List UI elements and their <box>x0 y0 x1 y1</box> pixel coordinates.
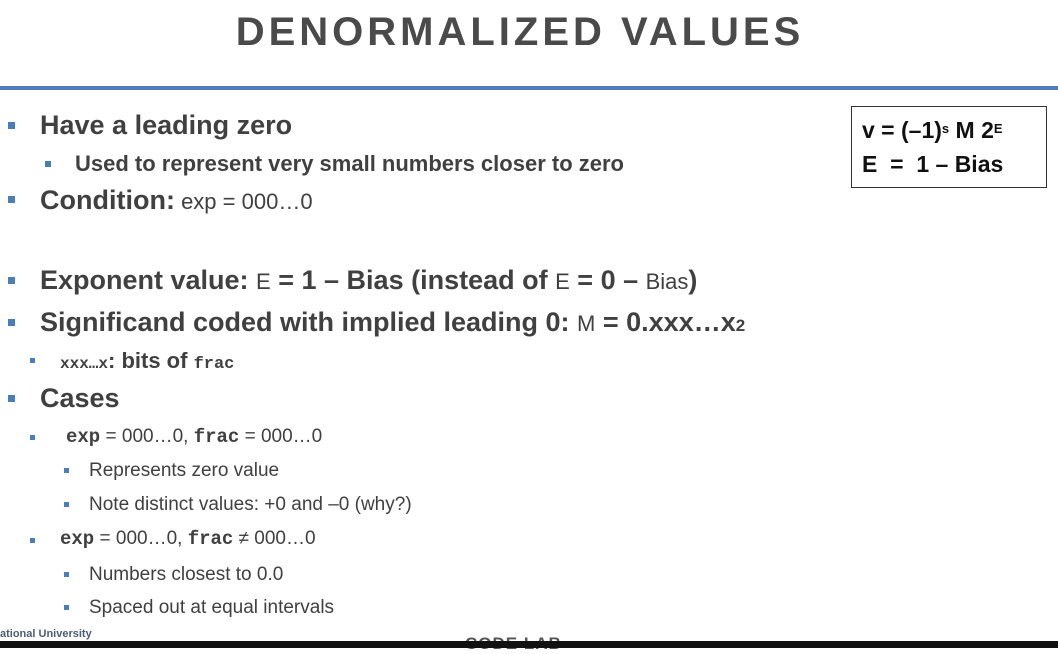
case-exp: exp <box>66 426 101 448</box>
bullet-marker <box>30 435 35 440</box>
title-divider <box>0 86 1058 90</box>
bullet-marker <box>64 468 69 473</box>
exponent-e: E <box>256 269 271 294</box>
bottom-bar <box>0 641 1058 648</box>
case-text: = 000…0 <box>239 426 323 447</box>
exponent-text: ) <box>688 265 698 295</box>
exponent-text: = 1 – <box>270 265 347 295</box>
case-text: = 000…0, <box>100 426 194 447</box>
significand-value: = 0.xxx…x <box>595 307 736 337</box>
bullet-bits-of-frac <box>60 348 234 374</box>
formula-line-exponent: E = 1 – Bias <box>862 151 1004 177</box>
bullet-marker <box>64 502 69 507</box>
case-zero-condition <box>66 426 322 448</box>
bullet-marker <box>64 605 69 610</box>
bullet-marker <box>8 122 15 129</box>
bullet-marker <box>45 161 51 167</box>
bullet-marker <box>8 277 15 284</box>
exponent-text: (instead of <box>403 265 556 295</box>
formula-box <box>851 106 1047 188</box>
case-zero-value: Represents zero value <box>89 460 280 481</box>
significand-label: Significand coded with implied leading 0: <box>40 307 578 337</box>
bits-code: xxx…x <box>60 355 109 373</box>
bits-text: : bits of <box>108 348 194 373</box>
footer-university: ational University <box>0 628 92 640</box>
significand-subscript: 2 <box>735 316 746 335</box>
formula-sup-s: s <box>941 121 950 136</box>
slide-title: DENORMALIZED VALUES <box>235 10 805 54</box>
exponent-bias: Bias <box>346 265 404 295</box>
bullet-significand <box>40 307 745 338</box>
bullet-marker <box>30 538 35 543</box>
exponent-text: = 0 – <box>569 265 646 295</box>
bits-frac: frac <box>193 355 235 374</box>
case-text: ≠ 000…0 <box>233 528 316 549</box>
case-frac: frac <box>193 426 240 448</box>
bullet-marker <box>8 395 15 402</box>
case-frac: frac <box>187 528 234 550</box>
bullet-marker <box>8 196 15 203</box>
case-distinct-values: Note distinct values: +0 and –0 (why?) <box>89 494 412 515</box>
exponent-label: Exponent value: <box>40 265 257 295</box>
bullet-marker <box>8 319 15 326</box>
bullet-marker <box>64 572 69 577</box>
formula-line-value <box>862 113 1046 147</box>
significand-m: M <box>577 311 596 336</box>
bullet-small-numbers: Used to represent very small numbers closer to zero <box>75 151 624 176</box>
case-nonzero-condition <box>60 528 316 550</box>
bullet-exponent-value <box>40 265 697 296</box>
bullet-condition <box>40 185 313 216</box>
formula-sup-e: E <box>993 121 1003 136</box>
exponent-bias: Bias <box>645 269 689 294</box>
bullet-leading-zero: Have a leading zero <box>40 110 293 140</box>
case-exp: exp <box>60 528 95 550</box>
bullet-marker <box>30 358 35 363</box>
case-closest-to-zero: Numbers closest to 0.0 <box>89 564 284 585</box>
bullet-cases: Cases <box>40 383 120 413</box>
exponent-e: E <box>555 269 570 294</box>
formula-text: M 2 <box>949 117 994 143</box>
condition-value: exp = 000…0 <box>174 189 313 214</box>
formula-text: v = (–1) <box>862 117 942 143</box>
condition-label: Condition: <box>40 185 175 215</box>
case-text: = 000…0, <box>94 528 188 549</box>
case-equal-intervals: Spaced out at equal intervals <box>89 597 335 618</box>
